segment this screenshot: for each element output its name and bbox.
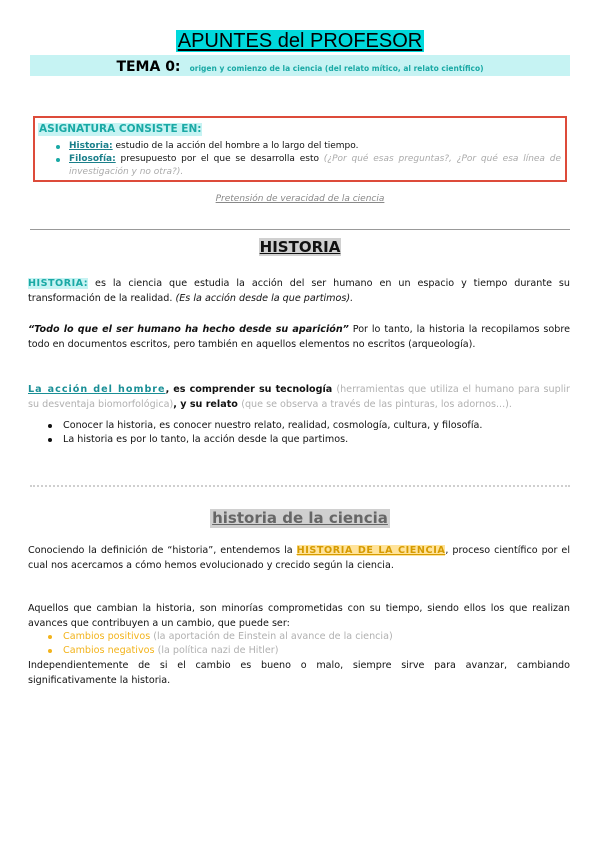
list-item (48, 419, 568, 433)
highlight-historia-ciencia: HISTORIA DE LA CIENCIA (296, 545, 446, 556)
heading-historia: HISTORIA (259, 238, 341, 256)
item-text: presupuesto por el que se desarrolla esto (115, 154, 324, 164)
term-historia: Historia: (69, 141, 113, 151)
accion-note-2: (que se observa a través de las pinturas, los adornos...). (241, 399, 512, 410)
list-item (53, 140, 561, 153)
caption: Pretensión de veracidad de la ciencia (215, 194, 385, 204)
historia-bullets (48, 419, 568, 447)
list-item (53, 153, 561, 179)
heading-historia-ciencia: historia de la ciencia (212, 509, 388, 527)
asignatura-list (53, 140, 561, 179)
accion-text-2: , y su relato (173, 399, 242, 410)
accion-note-1: (herramientas que utiliza el humano para suplir su desventaja biomorfológica) (28, 384, 570, 410)
divider-solid (30, 229, 570, 230)
list-item (48, 644, 568, 658)
cambio-label: Cambios negativos (63, 645, 155, 656)
bullet-icon (48, 635, 52, 639)
cambio-note: (la aportación de Einstein al avance de la ciencia) (150, 631, 393, 642)
asignatura-box (33, 116, 567, 182)
divider-dotted (30, 485, 570, 487)
tema-band (30, 55, 570, 76)
accion-paragraph (28, 382, 570, 412)
cambios-intro: Aquellos que cambian la historia, son minorías comprometidas con su tiempo, siendo ellos los que realizan avances que contribuyen a un cambio, que puede ser: (28, 603, 570, 629)
item-note: (¿Por qué esas preguntas?, ¿Por qué esa línea de investigación y no otra?). (69, 154, 561, 177)
term-historia-def: HISTORIA: (28, 278, 89, 289)
intro-text-2: , proceso científico por el cual nos acercamos a cómo hemos evolucionado y crecido según la ciencia. (28, 545, 570, 571)
heading-historia-wrap (0, 237, 600, 256)
intro-text-1: Conociendo la definición de “historia”, entendemos la (28, 545, 297, 556)
quote-text: Por lo tanto, la historia la recopilamos sobre todo en documentos escritos, pero también en aquellos elementos no escritos (arqueología). (28, 324, 570, 350)
definition-note: (Es la acción desde la que partimos). (175, 293, 354, 304)
heading-hdc-wrap (0, 508, 600, 528)
cambio-label: Cambios positivos (63, 631, 151, 642)
asignatura-heading: ASIGNATURA CONSISTE EN: (39, 123, 202, 135)
bullet-text: La historia es por lo tanto, la acción desde la que partimos. (63, 434, 349, 445)
definition-text: es la ciencia que estudia la acción del ser humano en un espacio y tiempo durante su transformación de la realidad. (28, 278, 570, 304)
bullet-icon (48, 424, 52, 428)
bullet-text: Conocer la historia, es conocer nuestro relato, realidad, cosmología, cultura, y filosofía. (63, 420, 483, 431)
accion-text-1: , es comprender su tecnología (165, 384, 337, 395)
list-item (48, 433, 568, 447)
quote-paragraph (28, 322, 570, 352)
hdc-intro (28, 543, 570, 573)
list-item (48, 630, 568, 644)
tema-subtitle: origen y comienzo de la ciencia (del relato mítico, al relato científico) (189, 64, 484, 73)
cambios-list (48, 630, 568, 658)
quote: “Todo lo que el ser humano ha hecho desde su aparición” (28, 324, 349, 335)
bullet-icon (48, 649, 52, 653)
accion-link[interactable]: La acción del hombre (28, 384, 166, 395)
cambio-note: (la política nazi de Hitler) (154, 645, 279, 656)
historia-definition (28, 276, 570, 306)
bullet-icon (48, 438, 52, 442)
bullet-icon (56, 158, 60, 162)
tema-label: TEMA 0: (116, 59, 181, 75)
title-wrap (0, 30, 600, 52)
conclusion: Independientemente de si el cambio es bueno o malo, siempre sirve para avanzar, cambiando significativamente la historia. (28, 660, 570, 686)
bullet-icon (56, 145, 60, 149)
term-filosofia: Filosofía: (69, 154, 116, 164)
document-title: APUNTES del PROFESOR (177, 30, 423, 52)
item-text: estudio de la acción del hombre a lo largo del tiempo. (112, 141, 359, 151)
